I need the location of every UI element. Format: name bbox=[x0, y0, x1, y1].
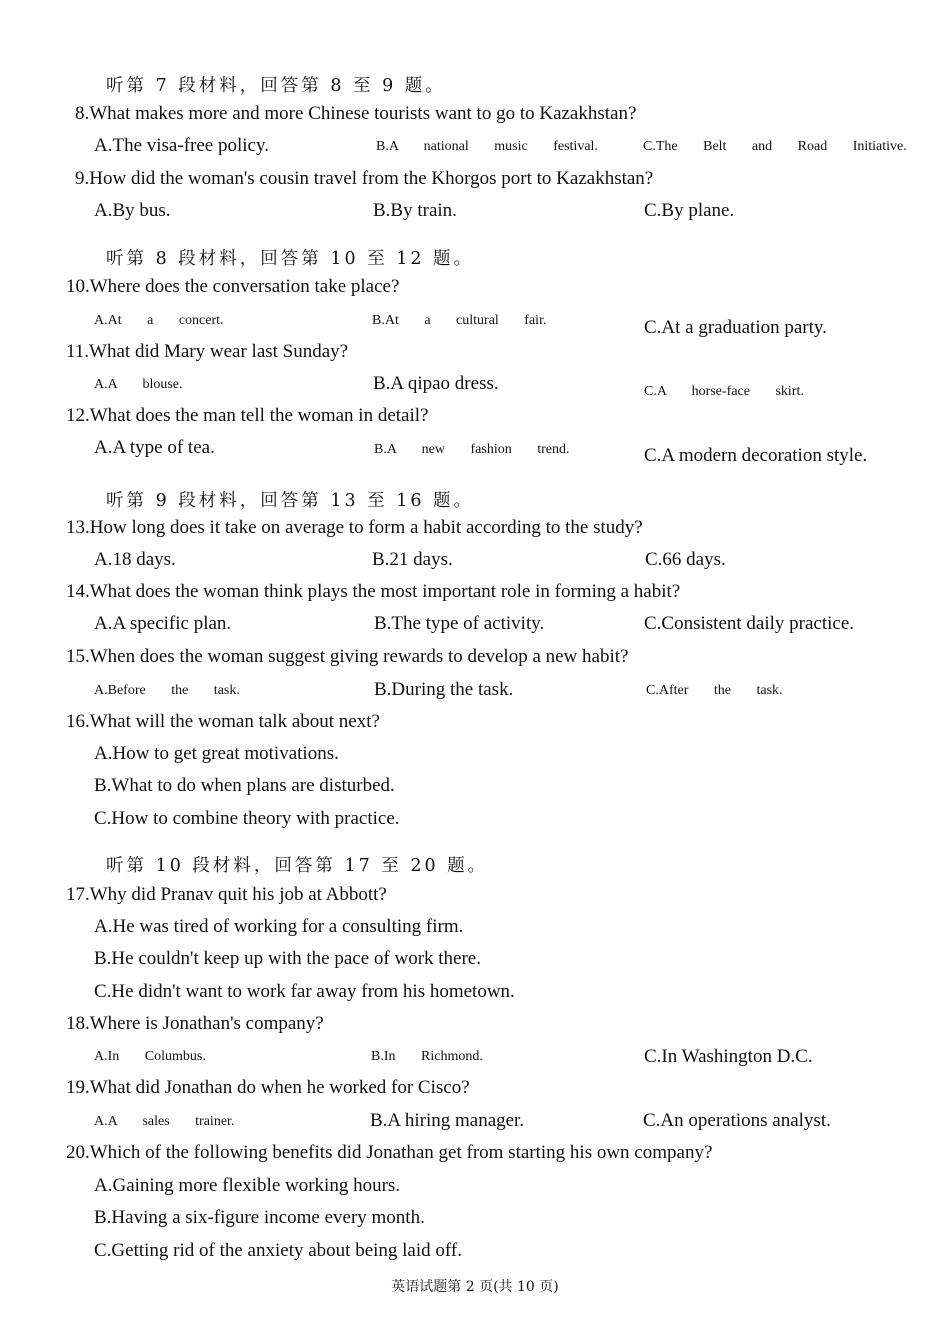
question-11-option-c: C.A horse-face skirt. bbox=[644, 384, 804, 399]
question-12-stem: 12.What does the man tell the woman in detail? bbox=[66, 405, 429, 426]
question-14-option-a: A.A specific plan. bbox=[94, 613, 232, 634]
section-heading-8: 听第 8 段材料，回答第 10 至 12 题。 bbox=[106, 249, 475, 269]
question-10-option-c: C.At a graduation party. bbox=[644, 317, 827, 338]
question-9-option-a: A.By bus. bbox=[94, 200, 171, 221]
section-heading-10: 听第 10 段材料，回答第 17 至 20 题。 bbox=[106, 856, 489, 876]
question-13-option-b: B.21 days. bbox=[372, 549, 453, 570]
question-19-stem: 19.What did Jonathan do when he worked for Cisco? bbox=[66, 1077, 470, 1098]
section-heading-7: 听第 7 段材料，回答第 8 至 9 题。 bbox=[106, 76, 446, 96]
question-10-option-b: B.At a cultural fair. bbox=[372, 313, 547, 328]
question-19-option-c: C.An operations analyst. bbox=[643, 1110, 831, 1131]
question-11-option-a: A.A blouse. bbox=[94, 377, 183, 392]
question-18-stem: 18.Where is Jonathan's company? bbox=[66, 1013, 324, 1034]
question-8-option-a: A.The visa-free policy. bbox=[94, 135, 269, 156]
question-17-option-c: C.He didn't want to work far away from his hometown. bbox=[94, 981, 515, 1002]
question-15-stem: 15.When does the woman suggest giving rewards to develop a new habit? bbox=[66, 646, 629, 667]
question-20-option-b: B.Having a six-figure income every month. bbox=[94, 1207, 425, 1228]
question-19-option-b: B.A hiring manager. bbox=[370, 1110, 525, 1131]
question-13-option-a: A.18 days. bbox=[94, 549, 176, 570]
question-13-stem: 13.How long does it take on average to form a habit according to the study? bbox=[66, 517, 643, 538]
question-8-option-b: B.A national music festival. bbox=[376, 139, 598, 154]
question-19-option-a: A.A sales trainer. bbox=[94, 1114, 235, 1129]
question-20-option-c: C.Getting rid of the anxiety about being laid off. bbox=[94, 1240, 462, 1261]
question-16-stem: 16.What will the woman talk about next? bbox=[66, 711, 380, 732]
question-13-option-c: C.66 days. bbox=[645, 549, 726, 570]
question-15-option-b: B.During the task. bbox=[374, 679, 514, 700]
question-17-option-a: A.He was tired of working for a consulting firm. bbox=[94, 916, 464, 937]
question-16-option-a: A.How to get great motivations. bbox=[94, 743, 339, 764]
question-18-option-a: A.In Columbus. bbox=[94, 1049, 206, 1064]
question-11-option-b: B.A qipao dress. bbox=[373, 373, 499, 394]
question-17-stem: 17.Why did Pranav quit his job at Abbott? bbox=[66, 884, 387, 905]
question-12-option-c: C.A modern decoration style. bbox=[644, 445, 868, 466]
question-17-option-b: B.He couldn't keep up with the pace of work there. bbox=[94, 948, 481, 969]
question-14-option-c: C.Consistent daily practice. bbox=[644, 613, 855, 634]
question-10-option-a: A.At a concert. bbox=[94, 313, 224, 328]
question-11-stem: 11.What did Mary wear last Sunday? bbox=[66, 341, 349, 362]
question-8-option-c: C.The Belt and Road Initiative. bbox=[643, 139, 907, 154]
question-10-stem: 10.Where does the conversation take place? bbox=[66, 276, 400, 297]
question-16-option-c: C.How to combine theory with practice. bbox=[94, 808, 400, 829]
question-14-stem: 14.What does the woman think plays the most important role in forming a habit? bbox=[66, 581, 681, 602]
question-9-option-c: C.By plane. bbox=[644, 200, 735, 221]
question-18-option-b: B.In Richmond. bbox=[371, 1049, 483, 1064]
question-12-option-b: B.A new fashion trend. bbox=[374, 442, 570, 457]
question-9-option-b: B.By train. bbox=[373, 200, 457, 221]
section-heading-9: 听第 9 段材料，回答第 13 至 16 题。 bbox=[106, 491, 475, 511]
page-footer: 英语试题第 2 页(共 10 页) bbox=[391, 1279, 559, 1295]
question-8-stem: 8.What makes more and more Chinese tourists want to go to Kazakhstan? bbox=[75, 103, 637, 124]
question-20-option-a: A.Gaining more flexible working hours. bbox=[94, 1175, 401, 1196]
question-12-option-a: A.A type of tea. bbox=[94, 437, 215, 458]
question-9-stem: 9.How did the woman's cousin travel from the Khorgos port to Kazakhstan? bbox=[75, 168, 654, 189]
question-15-option-c: C.After the task. bbox=[646, 683, 783, 698]
question-14-option-b: B.The type of activity. bbox=[374, 613, 545, 634]
question-16-option-b: B.What to do when plans are disturbed. bbox=[94, 775, 395, 796]
question-20-stem: 20.Which of the following benefits did Jonathan get from starting his own company? bbox=[66, 1142, 713, 1163]
question-15-option-a: A.Before the task. bbox=[94, 683, 240, 698]
question-18-option-c: C.In Washington D.C. bbox=[644, 1046, 813, 1067]
